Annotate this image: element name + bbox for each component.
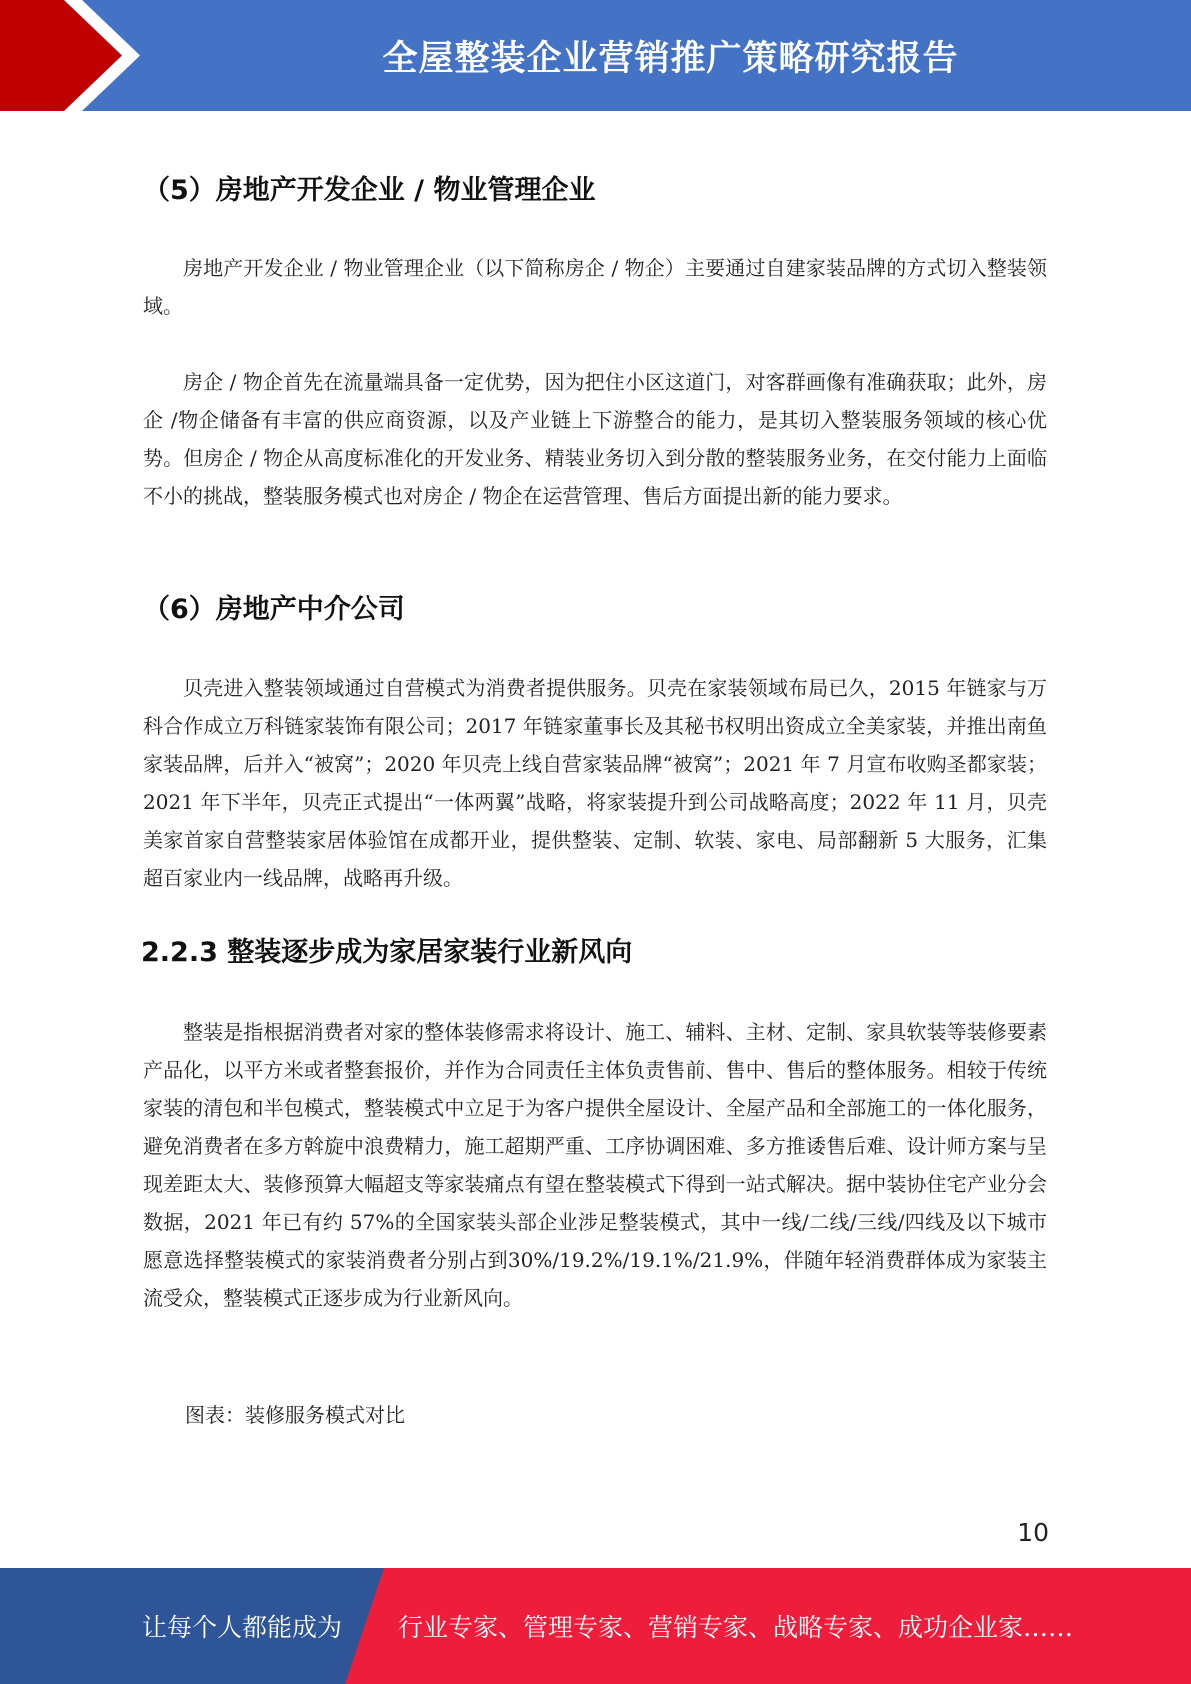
section-2-2-3-paragraph-1: 整装是指根据消费者对家的整体装修需求将设计、施工、辅料、主材、定制、家具软装等装修要素产品化，以平方米或者整套报价，并作为合同责任主体负责售前、售中、售后的整体服务。相较于传统家装的清包和半包模式，整装模式中立足于为客户提供全屋设计、全屋产品和全部施工的一体化服务，避免消费者在多方斡旋中浪费精力，施工超期严重、工序协调困难、多方推诿售后难、设计师方案与呈现差距太大、装修预算大幅超支等家装痛点有望在整装模式下得到一站式解决。据中装协住宅产业分会数据，2021 年已有约 57%的全国家装头部企业涉足整装模式，其中一线/二线/三线/四线及以下城市愿意选择整装模式的家装消费者分别占到30%/19.2%/19.1%/21.9%，伴随年轻消费群体成为家装主流受众，整装模式正逐步成为行业新风向。: [143, 1020, 1047, 1310]
page-number: 10: [1017, 1518, 1049, 1547]
section-5-paragraph-1: 房地产开发企业 / 物业管理企业（以下简称房企 / 物企）主要通过自建家装品牌的方式切入整装领域。: [143, 256, 1047, 318]
section-5-heading: （5）房地产开发企业 / 物业管理企业: [143, 175, 596, 206]
page-footer: [0, 1568, 1191, 1684]
footer-slogan-right: 行业专家、管理专家、营销专家、战略专家、成功企业家……: [398, 1613, 1074, 1642]
figure-caption: 图表：装修服务模式对比: [185, 1403, 405, 1427]
footer-slogan-left: 让每个人都能成为: [142, 1613, 343, 1642]
section-2-2-3-heading: 2.2.3 整装逐步成为家居家装行业新风向: [141, 937, 633, 968]
section-6-heading: （6）房地产中介公司: [143, 594, 405, 625]
section-5-paragraph-2: 房企 / 物企首先在流量端具备一定优势，因为把住小区这道门，对客群画像有准确获取；此外，房企 /物企储备有丰富的供应商资源，以及产业链上下游整合的能力，是其切入整装服务领域的核心优势。但房企 / 物企从高度标准化的开发业务、精装业务切入到分散的整装服务业务，在交付能力上面临不小的挑战，整装服务模式也对房企 / 物企在运营管理、售后方面提出新的能力要求。: [143, 370, 1047, 508]
page-header: [0, 0, 1191, 111]
section-6-paragraph-1: 贝壳进入整装领域通过自营模式为消费者提供服务。贝壳在家装领域布局已久，2015 年链家与万科合作成立万科链家装饰有限公司；2017 年链家董事长及其秘书权明出资成立全美家装，并推出南鱼家装品牌，后并入“被窝”；2020 年贝壳上线自营家装品牌“被窝”；2021 年 7 月宣布收购圣都家装；2021 年下半年，贝壳正式提出“一体两翼”战略，将家装提升到公司战略高度；2022 年 11 月，贝壳美家首家自营整装家居体验馆在成都开业，提供整装、定制、软装、家电、局部翻新 5 大服务，汇集超百家业内一线品牌，战略再升级。: [143, 676, 1047, 890]
report-title: 全屋整装企业营销推广策略研究报告: [382, 38, 959, 79]
